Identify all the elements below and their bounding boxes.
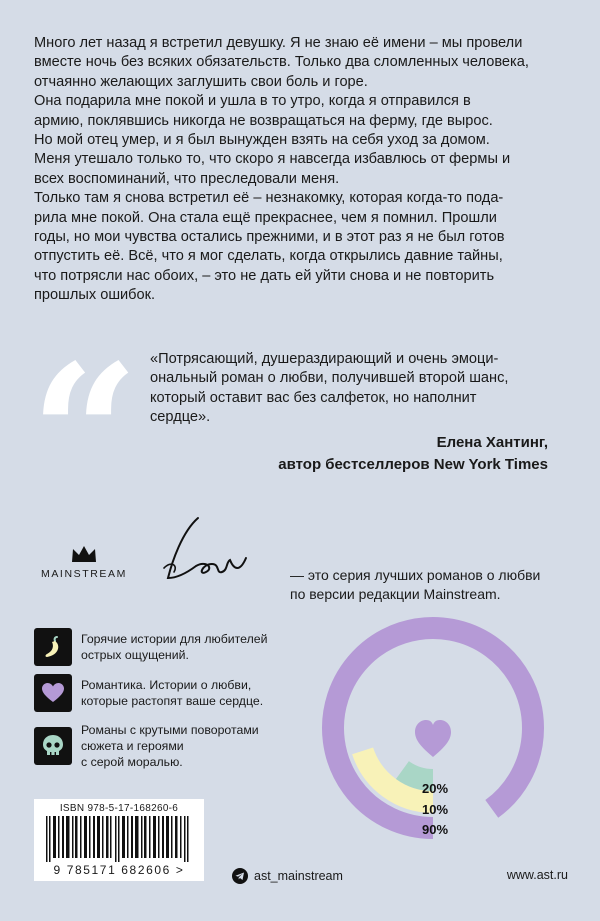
blurb-line: годы, но мои чувства остались прежними, и в этот раз я не был готов [34,229,505,246]
genre-donut-chart [313,612,553,844]
crown-icon [70,544,98,564]
telegram-icon [232,868,248,884]
blurb-line: армию, поклявшись никогда не возвращаться на ферму, где вырос. [34,112,493,129]
chili-pepper-icon [34,628,72,666]
quote-line: «Потрясающий, душераздирающий и очень эмоци- [150,351,499,367]
blurb-line: Меня утешало только то, что скоро я навсегда избавлюсь от фермы и [34,151,511,168]
legend-line: сюжета и героями [81,739,184,753]
blurb-text [34,34,570,306]
heart-icon [34,674,72,712]
blurb-line: Но мой отец умер, и я был вынужден взять на себя уход за домом. [34,132,490,149]
review-quote [150,350,550,428]
legend-line: острых ощущений. [81,648,189,662]
series-description-line: — это серия лучших романов о любви [290,567,541,583]
blurb-line: всех воспоминаний, что преследовали меня. [34,170,340,187]
heart-icon [415,720,451,757]
donut-label: 90% [421,822,449,837]
legend-item-dark [34,722,259,770]
publisher-name: MAINSTREAM [40,568,127,580]
series-logo [160,510,290,590]
barcode-bars [46,816,192,862]
blurb-line: рила мне покой. Она стала ещё прекраснее, чем я помнил. Прошли [34,209,497,226]
legend-line: которые растопят ваше сердце. [81,694,264,708]
review-attribution [278,432,548,476]
legend-text [81,631,267,663]
quote-line: который оставит вас без салфеток, но наполнит [150,389,477,406]
donut-label: 20% [421,781,449,796]
social-handle: ast_mainstream [254,869,343,883]
quote-line: ональный роман о любви, получившей второй шанс, [150,370,509,387]
barcode-number: 9 785171 682606 > [53,863,185,877]
review-author-title: автор бестселлеров New York Times [278,456,548,473]
legend-item-hot [34,628,267,666]
blurb-line: что потрясли нас обоих, – это не дать ей уйти снова и не повторить [34,267,495,284]
donut-label: 10% [421,802,449,817]
blurb-line: вместе ночь без всяких обязательств. Только два сломленных человека, [34,54,529,71]
donut-segment [402,770,433,780]
blurb-line: отчаянно желающих заглушить свои боль и горе. [34,73,368,90]
isbn-text: ISBN 978-5-17-168260-6 [59,803,179,814]
blurb-line: отпустить её. Всё, что я мог сделать, когда открылись давние тайны, [34,248,503,265]
series-description-line: по версии редакции Mainstream. [290,586,501,602]
legend-text [81,722,259,770]
series-description [290,566,540,604]
quote-line: сердце». [150,409,211,426]
skull-icon [34,727,72,765]
review-author: Елена Хантинг, [436,434,548,451]
legend-line: Романы с крутыми поворотами [81,723,259,737]
quotation-mark-icon: “ [30,323,140,546]
legend-line: Горячие истории для любителей [81,632,268,646]
legend-line: с серой моралью. [81,755,183,769]
legend-item-romance [34,674,263,712]
barcode [34,799,204,881]
blurb-line: Много лет назад я встретил девушку. Я не знаю её имени – мы провели [34,35,523,51]
blurb-line: Только там я снова встретил её – незнакомку, которая когда-то пода- [34,190,504,207]
website-link[interactable]: www.ast.ru [506,868,568,882]
legend-text [81,677,263,709]
social-link[interactable] [232,868,343,884]
publisher-logo [34,544,134,580]
blurb-line: Она подарила мне покой и ушла в то утро, когда я отправился в [34,93,471,110]
blurb-line: прошлых ошибок. [34,287,156,304]
legend-line: Романтика. Истории о любви, [81,678,252,692]
